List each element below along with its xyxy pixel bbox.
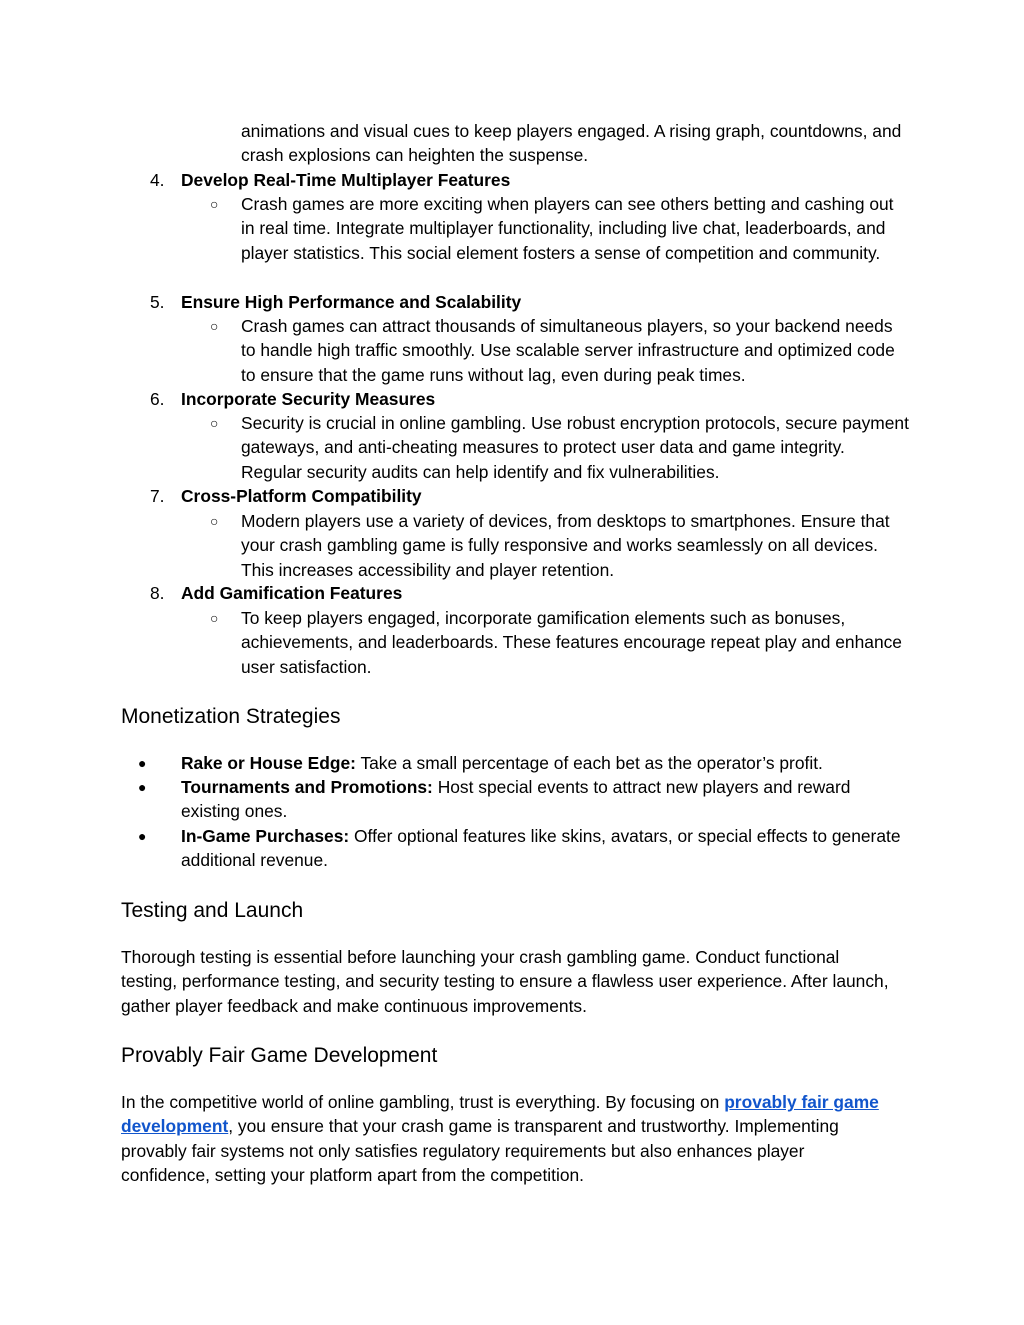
provably-fair-paragraph — [121, 1090, 881, 1188]
circle-bullet-icon: ○ — [210, 610, 219, 626]
circle-bullet-icon: ○ — [210, 196, 219, 212]
item-number: 4. — [150, 170, 165, 190]
provably-fair-link[interactable]: provably fair game development — [121, 1092, 879, 1137]
circle-bullet-icon: ○ — [210, 318, 219, 334]
circle-bullet-icon: ○ — [210, 415, 219, 431]
paragraph-text-after: , you ensure that your crash game is transparent and trustworthy. Implementing provably fair systems not only satisfies regulatory requirements but also enhances player confidence, setting your platform apart from the competition. — [121, 1116, 839, 1186]
monetization-heading: Monetization Strategies — [121, 705, 341, 728]
sub-bullet-text: Crash games are more exciting when players can see others betting and cashing out in real time. Integrate multiplayer functionality, including live chat, leaderboards, and player statistics. This social element fosters a sense of competition and community. — [241, 194, 894, 263]
bullet-text — [181, 775, 901, 824]
bullet-description: Offer optional features like skins, avatars, or special effects to generate additional revenue. — [181, 826, 901, 871]
bullet-dot-icon: ● — [138, 779, 147, 795]
item-number: 5. — [150, 292, 165, 312]
item-title: Add Gamification Features — [181, 583, 403, 603]
item-title: Ensure High Performance and Scalability — [181, 292, 522, 312]
item-title: Incorporate Security Measures — [181, 389, 436, 409]
item-number: 8. — [150, 583, 165, 603]
item-title: Cross-Platform Compatibility — [181, 486, 422, 506]
sub-bullet-text: To keep players engaged, incorporate gamification elements such as bonuses, achievements, and leaderboards. These features encourage repeat play and enhance user satisfaction. — [241, 608, 902, 677]
intro-continuation-text: animations and visual cues to keep players engaged. A rising graph, countdowns, and crash explosions can heighten the suspense. — [241, 121, 902, 166]
provably-fair-heading: Provably Fair Game Development — [121, 1044, 438, 1067]
bullet-label: Tournaments and Promotions: — [181, 777, 433, 797]
sub-bullet-text: Modern players use a variety of devices, from desktops to smartphones. Ensure that your crash gambling game is fully responsive and works seamlessly on all devices. This increases accessibility and player retention. — [241, 511, 890, 580]
item-number: 7. — [150, 486, 165, 506]
bullet-dot-icon: ● — [138, 755, 147, 771]
bullet-dot-icon: ● — [138, 828, 147, 844]
bullet-description: Host special events to attract new players and reward existing ones. — [181, 777, 851, 822]
bullet-label: In-Game Purchases: — [181, 826, 350, 846]
bullet-description: Take a small percentage of each bet as the operator’s profit. — [355, 753, 823, 773]
item-title: Develop Real-Time Multiplayer Features — [181, 170, 511, 190]
item-number: 6. — [150, 389, 165, 409]
bullet-label: Rake or House Edge: — [181, 753, 356, 773]
testing-heading: Testing and Launch — [121, 899, 304, 922]
sub-bullet-text: Crash games can attract thousands of simultaneous players, so your backend needs to handle high traffic smoothly. Use scalable server infrastructure and optimized code to ensure that the game runs without lag, even during peak times. — [241, 316, 895, 385]
circle-bullet-icon: ○ — [210, 513, 219, 529]
bullet-text — [181, 751, 901, 775]
sub-bullet-text: Security is crucial in online gambling. Use robust encryption protocols, secure payment gateways, and anti-cheating measures to protect user data and game integrity. Regular security audits can help identify and fix vulnerabilities. — [241, 413, 909, 482]
bullet-text — [181, 824, 901, 873]
testing-paragraph: Thorough testing is essential before launching your crash gambling game. Conduct functional testing, performance testing, and security testing to ensure a flawless user experience. After launch, gather player feedback and make continuous improvements. — [121, 947, 889, 1016]
paragraph-text-before: In the competitive world of online gambling, trust is everything. By focusing on — [121, 1092, 725, 1112]
